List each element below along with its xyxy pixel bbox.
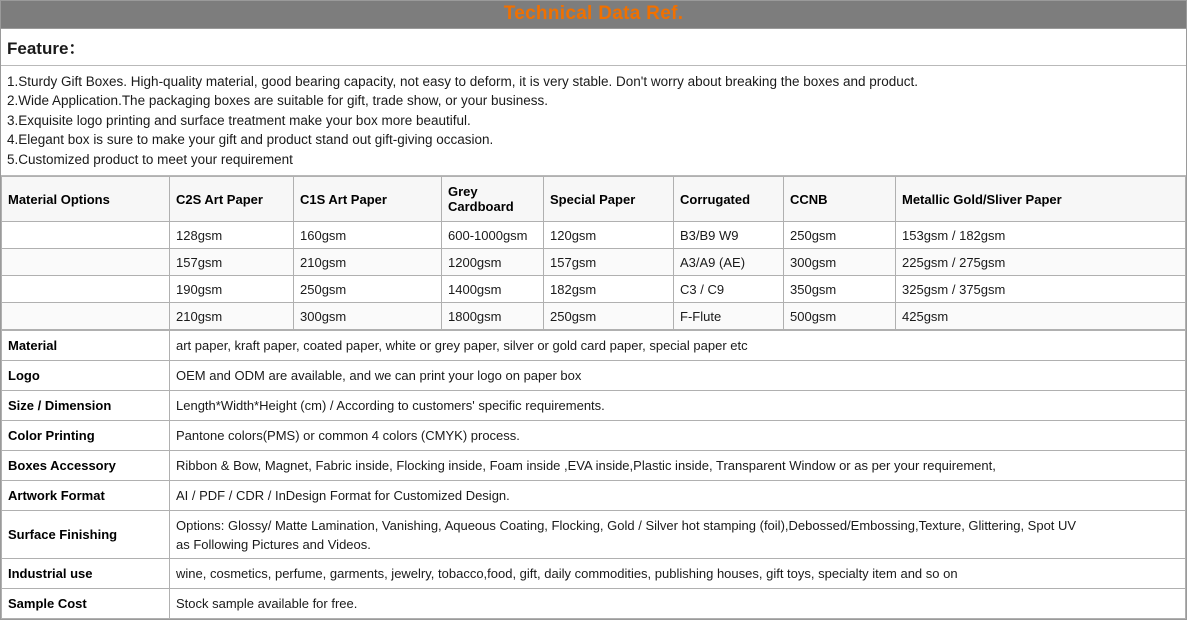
cell: 350gsm xyxy=(784,276,896,303)
spec-key: Surface Finishing xyxy=(2,511,170,559)
table-row xyxy=(2,249,1186,276)
cell: 300gsm xyxy=(784,249,896,276)
header-banner xyxy=(1,1,1186,29)
spec-value: OEM and ODM are available, and we can print your logo on paper box xyxy=(170,361,1186,391)
cell: B3/B9 W9 xyxy=(674,222,784,249)
spec-value: Stock sample available for free. xyxy=(170,589,1186,619)
cell: 128gsm xyxy=(170,222,294,249)
column-header-c2s: C2S Art Paper xyxy=(170,177,294,222)
spec-row-color-printing xyxy=(2,421,1186,451)
page-title: Technical Data Ref. xyxy=(503,3,684,25)
feature-heading: Feature： xyxy=(7,38,86,58)
spec-value: art paper, kraft paper, coated paper, white or grey paper, silver or gold card paper, special paper etc xyxy=(170,331,1186,361)
spec-value-line-1: Options: Glossy/ Matte Lamination, Vanishing, Aqueous Coating, Flocking, Gold / Silver hot stamping (foil),Debossed/Embossing,Texture, Glittering, Spot UV xyxy=(176,517,1077,533)
cell: 500gsm xyxy=(784,303,896,330)
spec-value: AI / PDF / CDR / InDesign Format for Customized Design. xyxy=(170,481,1186,511)
cell: 210gsm xyxy=(294,249,442,276)
cell: 182gsm xyxy=(544,276,674,303)
cell: 160gsm xyxy=(294,222,442,249)
cell: 210gsm xyxy=(170,303,294,330)
cell: 425gsm xyxy=(896,303,1186,330)
feature-heading-row xyxy=(1,29,1186,66)
cell xyxy=(2,222,170,249)
column-header-c1s: C1S Art Paper xyxy=(294,177,442,222)
cell: C3 / C9 xyxy=(674,276,784,303)
spec-value: wine, cosmetics, perfume, garments, jewelry, tobacco,food, gift, daily commodities, publishing houses, gift toys, specialty item and so on xyxy=(170,559,1186,589)
cell: 120gsm xyxy=(544,222,674,249)
spec-row-industrial-use xyxy=(2,559,1186,589)
column-header-material-options: Material Options xyxy=(2,177,170,222)
spec-row-material xyxy=(2,331,1186,361)
feature-line: 4.Elegant box is sure to make your gift and product stand out gift-giving occasion. xyxy=(7,132,494,147)
spec-value-line-2: as Following Pictures and Videos. xyxy=(176,536,371,552)
feature-list xyxy=(1,66,1186,177)
cell: 153gsm / 182gsm xyxy=(896,222,1186,249)
spec-value: Pantone colors(PMS) or common 4 colors (CMYK) process. xyxy=(170,421,1186,451)
cell: 325gsm / 375gsm xyxy=(896,276,1186,303)
column-header-ccnb: CCNB xyxy=(784,177,896,222)
cell: 300gsm xyxy=(294,303,442,330)
cell: 1400gsm xyxy=(442,276,544,303)
spec-value: Ribbon & Bow, Magnet, Fabric inside, Flocking inside, Foam inside ,EVA inside,Plastic inside, Transparent Window or as per your requirement, xyxy=(170,451,1186,481)
cell: 250gsm xyxy=(294,276,442,303)
column-header-grey-cardboard: Grey Cardboard xyxy=(442,177,544,222)
table-header-row xyxy=(2,177,1186,222)
cell: 190gsm xyxy=(170,276,294,303)
cell: 157gsm xyxy=(170,249,294,276)
cell: F-Flute xyxy=(674,303,784,330)
spec-key: Industrial use xyxy=(2,559,170,589)
cell xyxy=(2,303,170,330)
spec-key: Color Printing xyxy=(2,421,170,451)
cell xyxy=(2,276,170,303)
material-options-table xyxy=(1,176,1186,330)
feature-line: 2.Wide Application.The packaging boxes are suitable for gift, trade show, or your business. xyxy=(7,93,549,108)
spec-row-size-dimension xyxy=(2,391,1186,421)
cell: 157gsm xyxy=(544,249,674,276)
spec-row-artwork-format xyxy=(2,481,1186,511)
specification-table xyxy=(1,330,1186,619)
spec-key: Material xyxy=(2,331,170,361)
cell: A3/A9 (AE) xyxy=(674,249,784,276)
spec-key: Sample Cost xyxy=(2,589,170,619)
table-row xyxy=(2,276,1186,303)
cell: 250gsm xyxy=(544,303,674,330)
cell: 250gsm xyxy=(784,222,896,249)
cell: 600-1000gsm xyxy=(442,222,544,249)
cell xyxy=(2,249,170,276)
cell: 225gsm / 275gsm xyxy=(896,249,1186,276)
spec-row-boxes-accessory xyxy=(2,451,1186,481)
column-header-special-paper: Special Paper xyxy=(544,177,674,222)
feature-line: 5.Customized product to meet your requirement xyxy=(7,151,293,167)
spec-key: Logo xyxy=(2,361,170,391)
spec-key: Boxes Accessory xyxy=(2,451,170,481)
spec-key: Artwork Format xyxy=(2,481,170,511)
feature-line: 1.Sturdy Gift Boxes. High-quality material, good bearing capacity, not easy to deform, it is very stable. Don't worry about breaking the boxes and product. xyxy=(7,73,919,89)
spec-row-surface-finishing xyxy=(2,511,1186,559)
table-row xyxy=(2,303,1186,330)
spec-value xyxy=(170,511,1186,559)
cell: 1200gsm xyxy=(442,249,544,276)
cell: 1800gsm xyxy=(442,303,544,330)
feature-line: 3.Exquisite logo printing and surface treatment make your box more beautiful. xyxy=(7,112,471,128)
spec-row-logo xyxy=(2,361,1186,391)
table-row xyxy=(2,222,1186,249)
column-header-corrugated: Corrugated xyxy=(674,177,784,222)
spec-key: Size / Dimension xyxy=(2,391,170,421)
column-header-metallic: Metallic Gold/Sliver Paper xyxy=(896,177,1186,222)
spec-value: Length*Width*Height (cm) / According to customers' specific requirements. xyxy=(170,391,1186,421)
spec-row-sample-cost xyxy=(2,589,1186,619)
